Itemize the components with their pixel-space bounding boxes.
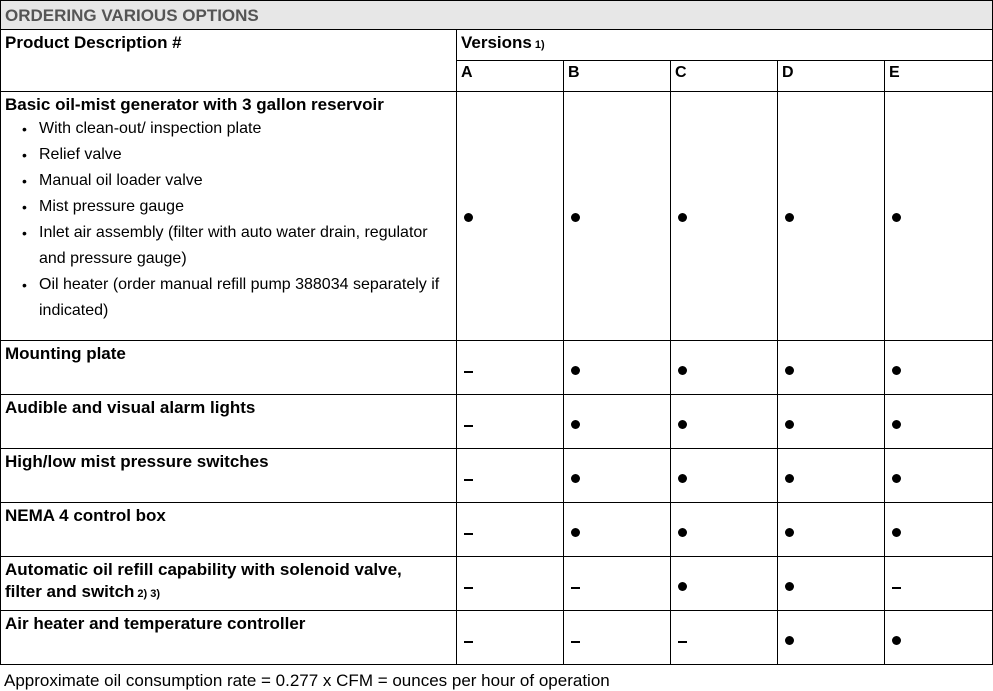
row-description: [1, 395, 457, 449]
row-description: [1, 341, 457, 395]
table-row: [1, 611, 993, 665]
mark-cell: [778, 503, 885, 557]
mark-cell: [457, 341, 564, 395]
row-description: [1, 503, 457, 557]
row-title-line2: filter and switch: [5, 582, 135, 601]
mark-cell: [778, 92, 885, 341]
list-item: [22, 272, 452, 324]
version-header-e: [885, 61, 993, 92]
included-dot-icon: [785, 636, 794, 645]
mark-cell: [457, 449, 564, 503]
list-item: [22, 116, 452, 142]
row-title: Audible and visual alarm lights: [5, 398, 256, 417]
version-header-a: [457, 61, 564, 92]
list-item-text: Inlet air assembly (filter with auto water drain, regulator and pressure gauge): [39, 224, 428, 267]
table-row: [1, 92, 993, 341]
included-dot-icon: [571, 213, 580, 222]
version-label-c: C: [675, 64, 687, 81]
version-header-d: [778, 61, 885, 92]
row-title: High/low mist pressure switches: [5, 452, 269, 471]
included-dot-icon: [785, 420, 794, 429]
mark-cell: [778, 395, 885, 449]
header-versions: [457, 30, 993, 61]
included-dot-icon: [571, 474, 580, 483]
list-item: [22, 142, 452, 168]
mark-cell: [671, 395, 778, 449]
included-dot-icon: [678, 474, 687, 483]
included-dot-icon: [785, 366, 794, 375]
mark-cell: [564, 503, 671, 557]
feature-list: [5, 116, 452, 324]
mark-cell: [778, 611, 885, 665]
list-item: [22, 168, 452, 194]
included-dot-icon: [892, 636, 901, 645]
mark-cell: [457, 92, 564, 341]
included-dot-icon: [678, 213, 687, 222]
mark-cell: [885, 341, 993, 395]
mark-cell: [885, 92, 993, 341]
not-available-dash-icon: [464, 641, 473, 643]
mark-cell: [778, 449, 885, 503]
not-available-dash-icon: [464, 371, 473, 373]
included-dot-icon: [785, 528, 794, 537]
included-dot-icon: [892, 474, 901, 483]
mark-cell: [671, 341, 778, 395]
mark-cell: [778, 557, 885, 611]
list-item-text: Oil heater (order manual refill pump 388034 separately if indicated): [39, 276, 440, 319]
not-available-dash-icon: [464, 587, 473, 589]
mark-cell: [457, 557, 564, 611]
not-available-dash-icon: [464, 533, 473, 535]
mark-cell: [457, 395, 564, 449]
header-versions-text: Versions: [461, 33, 532, 52]
version-label-d: D: [782, 64, 794, 81]
not-available-dash-icon: [892, 587, 901, 589]
mark-cell: [564, 449, 671, 503]
row-description: [1, 92, 457, 341]
header-product-description: [1, 30, 457, 92]
included-dot-icon: [678, 420, 687, 429]
included-dot-icon: [892, 366, 901, 375]
included-dot-icon: [892, 213, 901, 222]
version-label-b: B: [568, 64, 580, 81]
row-description: [1, 611, 457, 665]
mark-cell: [457, 611, 564, 665]
mark-cell: [564, 92, 671, 341]
mark-cell: [671, 449, 778, 503]
included-dot-icon: [464, 213, 473, 222]
mark-cell: [564, 557, 671, 611]
row-title-line1: Automatic oil refill capability with solenoid valve,: [5, 560, 402, 579]
row-footnote: 2) 3): [137, 588, 161, 600]
row-description: [1, 557, 457, 611]
mark-cell: [885, 611, 993, 665]
mark-cell: [671, 92, 778, 341]
included-dot-icon: [571, 528, 580, 537]
table-row: [1, 341, 993, 395]
not-available-dash-icon: [678, 641, 687, 643]
included-dot-icon: [678, 582, 687, 591]
included-dot-icon: [678, 366, 687, 375]
included-dot-icon: [571, 420, 580, 429]
mark-cell: [671, 611, 778, 665]
mark-cell: [885, 449, 993, 503]
not-available-dash-icon: [571, 587, 580, 589]
included-dot-icon: [678, 528, 687, 537]
mark-cell: [885, 557, 993, 611]
list-item: [22, 220, 452, 272]
version-header-b: [564, 61, 671, 92]
version-header-c: [671, 61, 778, 92]
list-item-text: Mist pressure gauge: [39, 198, 184, 215]
list-item: [22, 194, 452, 220]
consumption-note: Approximate oil consumption rate = 0.277 x CFM = ounces per hour of operation: [4, 671, 610, 690]
row-title: Basic oil-mist generator with 3 gallon reservoir: [5, 95, 384, 114]
row-title: Air heater and temperature controller: [5, 614, 306, 633]
table-row: [1, 449, 993, 503]
included-dot-icon: [892, 528, 901, 537]
included-dot-icon: [892, 420, 901, 429]
included-dot-icon: [785, 582, 794, 591]
row-description: [1, 449, 457, 503]
mark-cell: [671, 503, 778, 557]
version-label-a: A: [461, 64, 473, 81]
list-item-text: Manual oil loader valve: [39, 172, 203, 189]
versions-footnote: 1): [534, 39, 545, 51]
included-dot-icon: [785, 213, 794, 222]
mark-cell: [778, 341, 885, 395]
mark-cell: [885, 395, 993, 449]
not-available-dash-icon: [464, 479, 473, 481]
table-title: [1, 1, 993, 30]
mark-cell: [564, 611, 671, 665]
mark-cell: [671, 557, 778, 611]
included-dot-icon: [571, 366, 580, 375]
mark-cell: [564, 395, 671, 449]
row-title: NEMA 4 control box: [5, 506, 166, 525]
table-title-text: ORDERING VARIOUS OPTIONS: [5, 6, 259, 25]
list-item-text: With clean-out/ inspection plate: [39, 120, 262, 137]
list-item-text: Relief valve: [39, 146, 122, 163]
version-label-e: E: [889, 64, 900, 81]
table-row: [1, 557, 993, 611]
table-row: [1, 503, 993, 557]
mark-cell: [564, 341, 671, 395]
not-available-dash-icon: [571, 641, 580, 643]
mark-cell: [885, 503, 993, 557]
table-row: [1, 395, 993, 449]
included-dot-icon: [785, 474, 794, 483]
row-title: Mounting plate: [5, 344, 126, 363]
mark-cell: [457, 503, 564, 557]
not-available-dash-icon: [464, 425, 473, 427]
header-product-description-text: Product Description #: [5, 33, 182, 52]
